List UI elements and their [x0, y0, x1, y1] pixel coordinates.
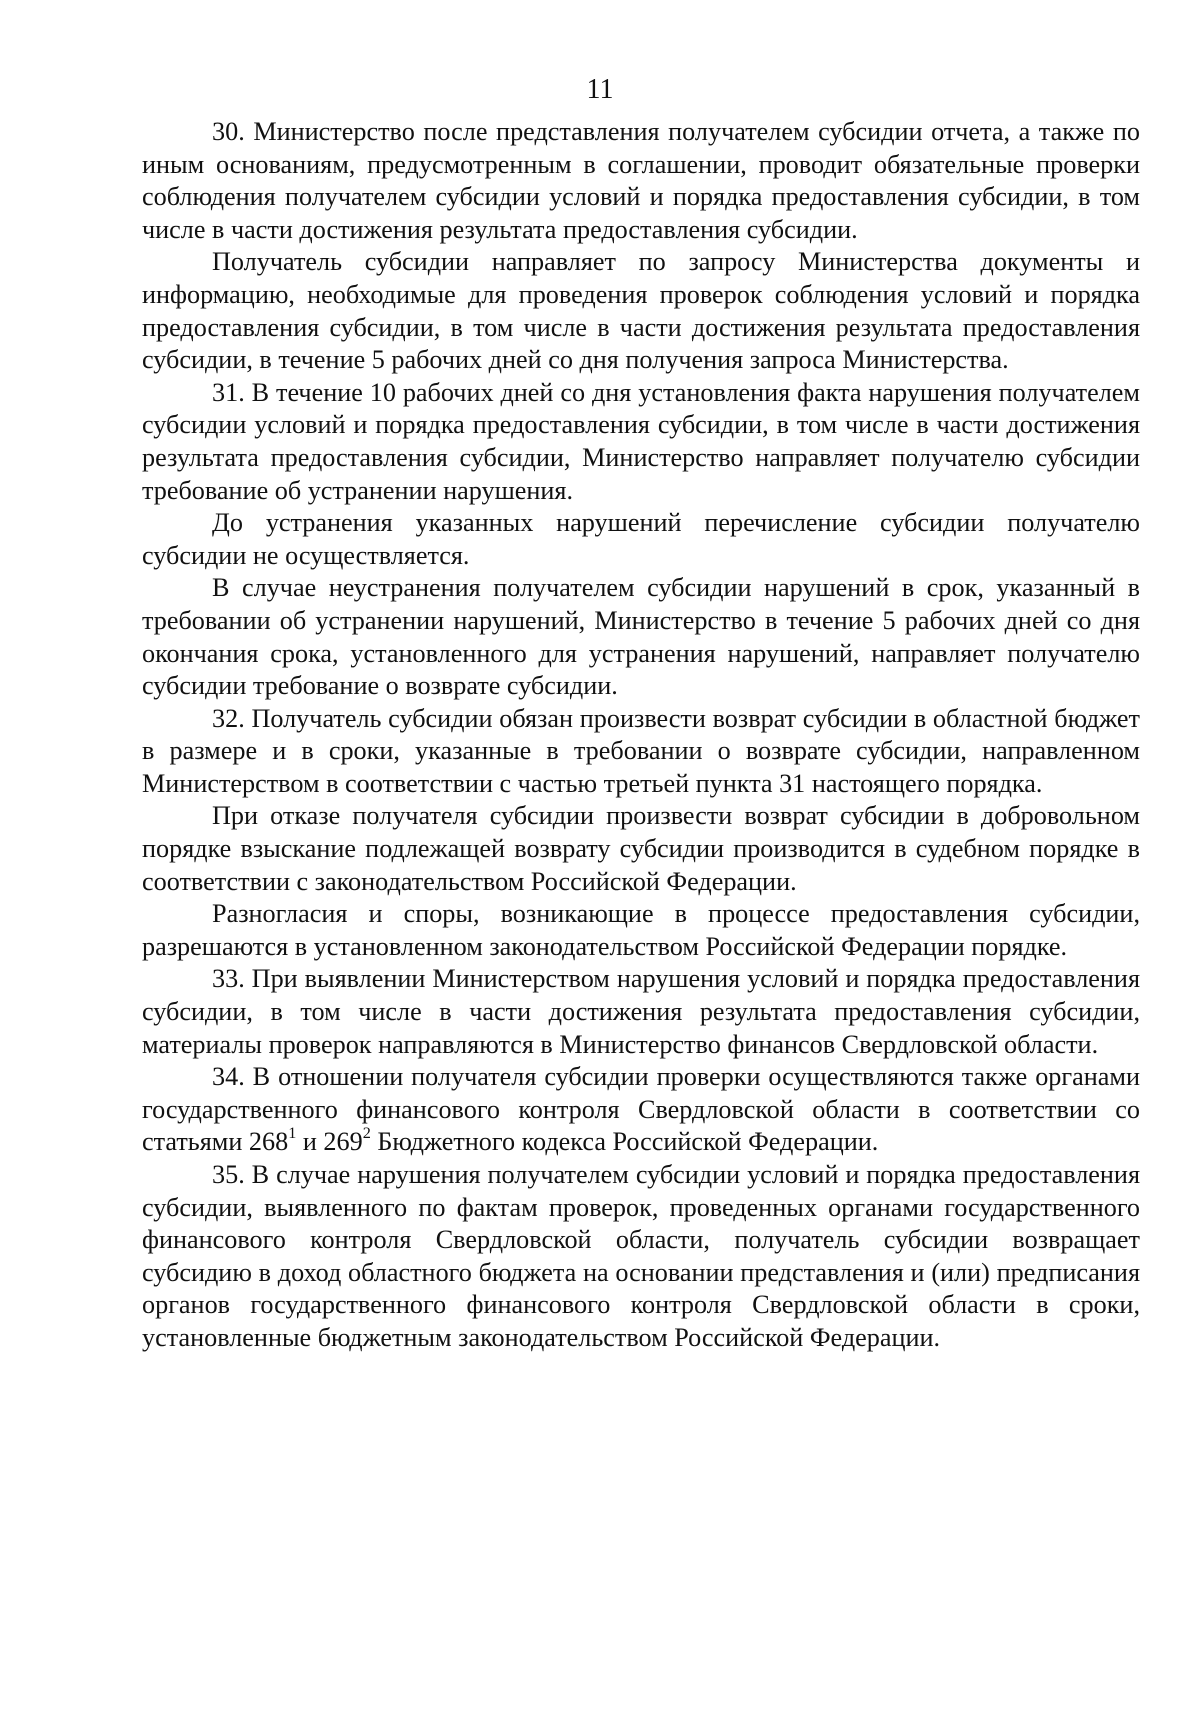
- page-number: 11: [586, 74, 614, 105]
- superscript-2: 2: [362, 1124, 371, 1143]
- paragraph-31-part-2: До устранения указанных нарушений перечисление субсидии получателю субсидии не осуществляется.: [142, 508, 1140, 570]
- paragraph-32-part-3: Разногласия и споры, возникающие в процессе предоставления субсидии, разрешаются в установленном законодательством Российской Федерации порядке.: [142, 899, 1140, 961]
- paragraph-33: 33. При выявлении Министерством нарушения условий и порядка предоставления субсидии, в том числе в части достижения результата предоставления субсидии, материалы проверок направляются в Министерство финансов Свердловской области.: [142, 964, 1140, 1059]
- paragraph-34-text-middle: и 269: [296, 1127, 363, 1157]
- paragraph-34-text-after: Бюджетного кодекса Российской Федерации.: [370, 1127, 879, 1157]
- superscript-1: 1: [288, 1124, 297, 1143]
- paragraph-34-text-before: 34. В отношении получателя субсидии проверки осуществляются также органами государственного финансового контроля Свердловской области в соответствии со статьями 268: [142, 1062, 1140, 1157]
- paragraph-30-part-2: Получатель субсидии направляет по запросу Министерства документы и информацию, необходимые для проведения проверок соблюдения условий и порядка предоставления субсидии, в том числе в части достижения результата предоставления субсидии, в течение 5 рабочих дней со дня получения запроса Министерства.: [142, 247, 1140, 375]
- paragraph-30: 30. Министерство после представления получателем субсидии отчета, а также по иным основаниям, предусмотренным в соглашении, проводит обязательные проверки соблюдения получателем субсидии условий и порядка предоставления субсидии, в том числе в части достижения результата предоставления субсидии.: [142, 117, 1140, 244]
- paragraph-35: 35. В случае нарушения получателем субсидии условий и порядка предоставления субсидии, выявленного по фактам проверок, проведенных органами государственного финансового контроля Свердловской области, получатель субсидии возвращает субсидию в доход областного бюджета на основании представления и (или) предписания органов государственного финансового контроля Свердловской области в сроки, установленные бюджетным законодательством Российской Федерации.: [142, 1160, 1140, 1352]
- paragraph-31: 31. В течение 10 рабочих дней со дня установления факта нарушения получателем субсидии условий и порядка предоставления субсидии, в том числе в части достижения результата предоставления субсидии, Министерство направляет получателю субсидии требование об устранении нарушения.: [142, 377, 1140, 505]
- paragraph-32-part-2: При отказе получателя субсидии произвести возврат субсидии в добровольном порядке взыскание подлежащей возврату субсидии производится в судебном порядке в соответствии с законодательством Российской Федерации.: [142, 801, 1140, 896]
- paragraph-32: 32. Получатель субсидии обязан произвести возврат субсидии в областной бюджет в размере и в сроки, указанные в требовании о возврате субсидии, направленном Министерством в соответствии с частью третьей пункта 31 настоящего порядка.: [142, 703, 1140, 798]
- paragraph-31-part-3: В случае неустранения получателем субсидии нарушений в срок, указанный в требовании об устранении нарушений, Министерство в течение 5 рабочих дней со дня окончания срока, установленного для устранения нарушений, направляет получателю субсидии требование о возврате субсидии.: [142, 573, 1140, 701]
- paragraph-34: [142, 1061, 1140, 1159]
- document-body: [142, 116, 1140, 1355]
